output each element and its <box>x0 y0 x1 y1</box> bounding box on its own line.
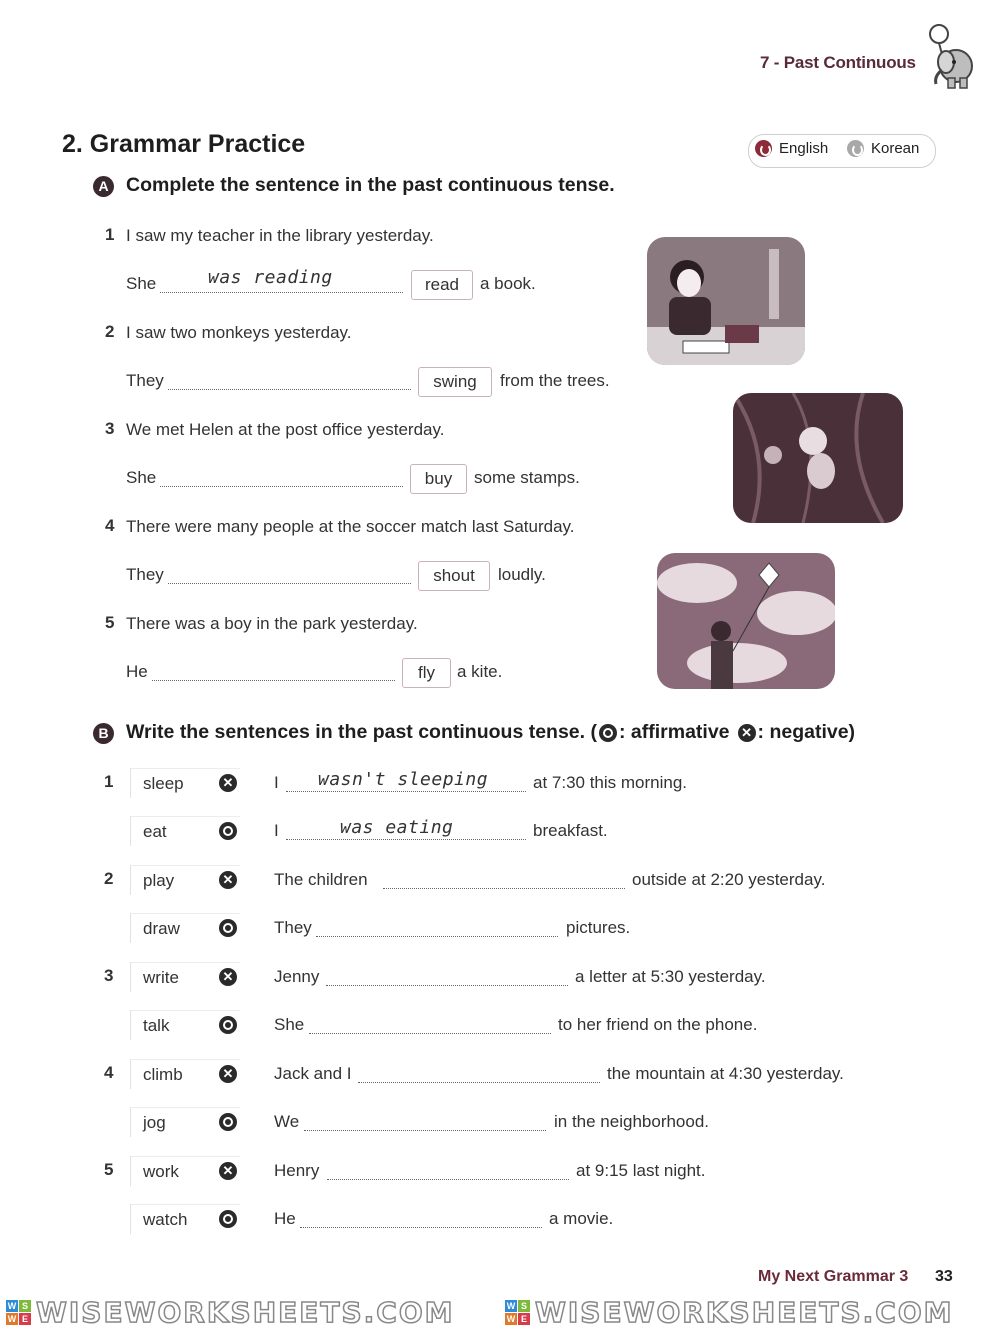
item-rest: a book. <box>480 274 536 293</box>
boy-flying-kite-illustration <box>657 553 835 689</box>
answer-blank[interactable] <box>316 920 558 937</box>
affirmative-icon <box>219 1113 237 1131</box>
negative-icon: ✕ <box>219 1162 237 1180</box>
verb-box: play <box>130 865 240 895</box>
item-subject: The children <box>274 870 368 889</box>
item-rest: outside at 2:20 yesterday. <box>632 870 826 889</box>
item-number: 2 <box>104 869 114 888</box>
negative-icon: ✕ <box>219 871 237 889</box>
section-b-badge: B <box>93 723 114 744</box>
verb-box: talk <box>130 1010 240 1040</box>
verb-box: write <box>130 962 240 992</box>
answer-blank[interactable] <box>168 567 411 584</box>
verb-box: fly <box>402 658 451 688</box>
audio-language-toggle <box>748 134 936 168</box>
verb-box: swing <box>418 367 492 397</box>
answer-blank[interactable] <box>160 470 403 487</box>
speaker-icon <box>755 140 772 157</box>
item-rest: at 9:15 last night. <box>576 1161 706 1180</box>
answer-blank[interactable] <box>152 664 395 681</box>
item-subject: They <box>274 918 312 937</box>
watermark-text: WISEWORKSHEETS.COM <box>36 1296 455 1329</box>
item-number: 5 <box>105 613 115 632</box>
monkeys-swinging-illustration <box>733 393 903 523</box>
item-subject: He <box>126 662 148 681</box>
item-rest: a letter at 5:30 yesterday. <box>575 967 766 986</box>
item-rest: the mountain at 4:30 yesterday. <box>607 1064 844 1083</box>
handwritten-answer: wasn't sleeping <box>318 769 489 790</box>
item-number: 5 <box>104 1160 114 1179</box>
verb-box: sleep <box>130 768 240 798</box>
item-rest: at 7:30 this morning. <box>533 773 688 792</box>
item-subject: She <box>126 468 157 487</box>
answer-blank[interactable] <box>304 1114 546 1131</box>
item-subject: They <box>126 565 164 584</box>
item-rest: to her friend on the phone. <box>558 1015 758 1034</box>
item-subject: I <box>274 821 279 840</box>
watermark-text: WISEWORKSHEETS.COM <box>535 1296 954 1329</box>
item-subject: Henry <box>274 1161 320 1180</box>
item-number: 4 <box>104 1063 114 1082</box>
item-subject: She <box>126 274 157 293</box>
item-rest: breakfast. <box>533 821 608 840</box>
item-subject: Jack and I <box>274 1064 352 1083</box>
item-rest: a movie. <box>549 1209 614 1228</box>
item-context: There was a boy in the park yesterday. <box>126 614 418 633</box>
verb-box: work <box>130 1156 240 1186</box>
chapter-title: 7 - Past Continuous <box>760 53 916 72</box>
affirmative-icon <box>599 724 617 742</box>
item-number: 3 <box>104 966 114 985</box>
item-subject: They <box>126 371 164 390</box>
page-number: 33 <box>935 1268 953 1285</box>
negative-icon: ✕ <box>738 724 756 742</box>
handwritten-answer: was reading <box>208 267 333 288</box>
item-number: 1 <box>105 225 115 244</box>
section-a-instruction: Complete the sentence in the past continuous tense. <box>126 174 615 196</box>
item-subject: I <box>274 773 279 792</box>
item-number: 3 <box>105 419 115 438</box>
korean-audio-button[interactable]: Korean <box>847 140 919 157</box>
verb-box: read <box>411 270 473 300</box>
elephant-mascot-icon <box>922 22 978 92</box>
verb-box: shout <box>418 561 490 591</box>
item-number: 2 <box>105 322 115 341</box>
answer-blank[interactable] <box>168 373 411 390</box>
item-context: I saw my teacher in the library yesterday. <box>126 226 434 245</box>
answer-blank[interactable] <box>300 1211 542 1228</box>
english-audio-button[interactable]: English <box>755 140 828 157</box>
teacher-reading-illustration <box>647 237 805 365</box>
affirmative-icon <box>219 1210 237 1228</box>
section-b-instruction: Write the sentences in the past continuous tense. ( : affirmative ✕ : negative) <box>126 721 856 743</box>
item-number: 1 <box>104 772 114 791</box>
verb-box: jog <box>130 1107 240 1137</box>
negative-icon: ✕ <box>219 968 237 986</box>
verb-box: buy <box>410 464 467 494</box>
negative-icon: ✕ <box>219 774 237 792</box>
watermark-logo-icon: W S W E <box>6 1300 32 1326</box>
handwritten-answer: was eating <box>340 817 454 838</box>
answer-blank[interactable] <box>358 1066 600 1083</box>
item-rest: pictures. <box>566 918 631 937</box>
item-rest: some stamps. <box>474 468 580 487</box>
negative-icon: ✕ <box>219 1065 237 1083</box>
section-a-badge: A <box>93 176 114 197</box>
answer-blank[interactable] <box>326 969 568 986</box>
item-context: We met Helen at the post office yesterday. <box>126 420 445 439</box>
item-subject: We <box>274 1112 300 1131</box>
affirmative-icon <box>219 822 237 840</box>
answer-blank[interactable] <box>383 872 625 889</box>
answer-blank[interactable] <box>327 1163 569 1180</box>
item-rest: loudly. <box>498 565 546 584</box>
item-rest: a kite. <box>457 662 503 681</box>
item-context: I saw two monkeys yesterday. <box>126 323 352 342</box>
item-rest: from the trees. <box>500 371 610 390</box>
speaker-icon <box>847 140 864 157</box>
affirmative-icon <box>219 919 237 937</box>
item-subject: Jenny <box>274 967 320 986</box>
item-rest: in the neighborhood. <box>554 1112 710 1131</box>
verb-box: watch <box>130 1204 240 1234</box>
item-subject: He <box>274 1209 296 1228</box>
item-subject: She <box>274 1015 305 1034</box>
item-number: 4 <box>105 516 115 535</box>
verb-box: eat <box>130 816 240 846</box>
affirmative-icon <box>219 1016 237 1034</box>
watermark-logo-icon: W S W E <box>505 1300 531 1326</box>
verb-box: draw <box>130 913 240 943</box>
item-context: There were many people at the soccer match last Saturday. <box>126 517 575 536</box>
answer-blank[interactable] <box>309 1017 551 1034</box>
book-title: My Next Grammar 3 <box>758 1268 909 1285</box>
verb-box: climb <box>130 1059 240 1089</box>
page-title: 2. Grammar Practice <box>62 130 306 158</box>
